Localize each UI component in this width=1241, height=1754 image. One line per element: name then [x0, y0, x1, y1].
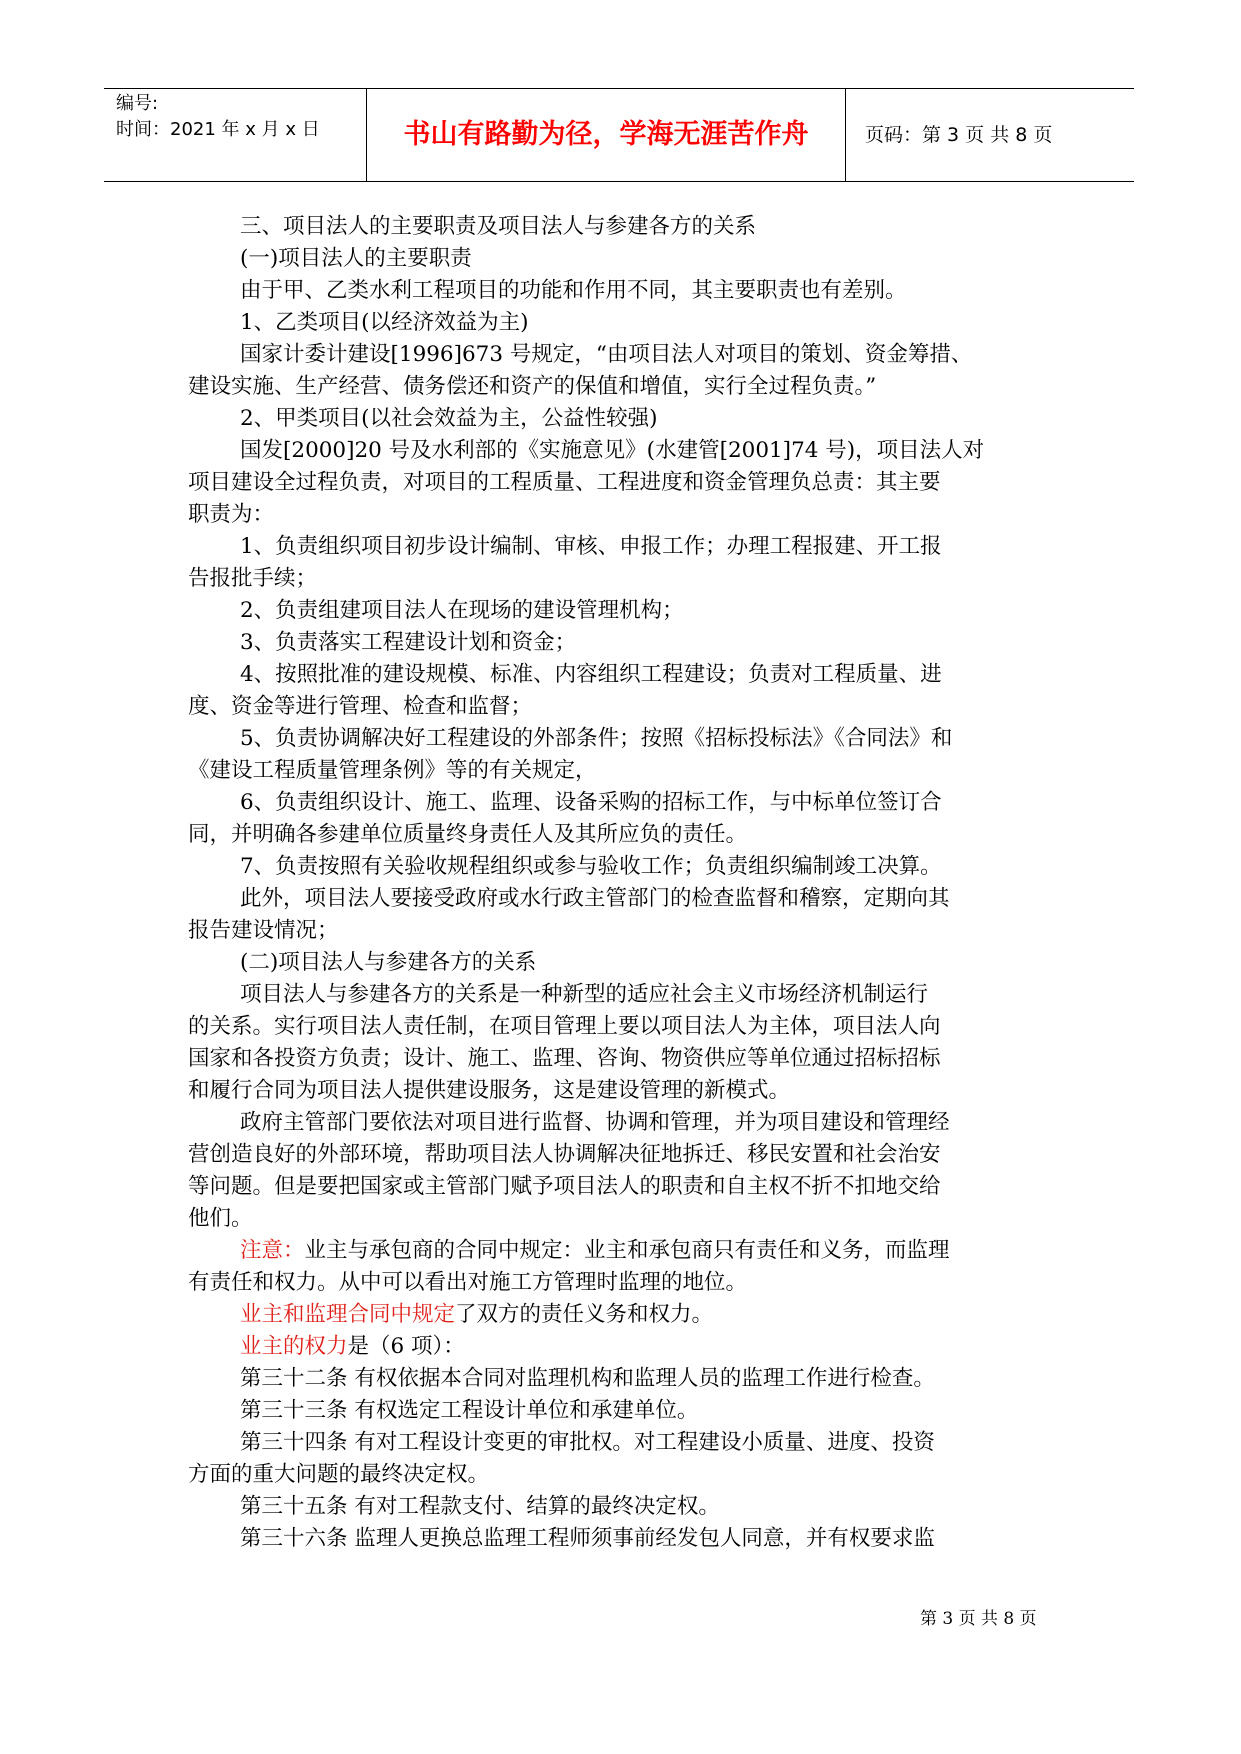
paragraph-line: 职责为：	[188, 502, 275, 527]
article-line: 第三十三条 有权选定工程设计单位和承建单位。	[240, 1398, 699, 1423]
paragraph-line: 的关系。实行项目法人责任制，在项目管理上要以项目法人为主体，项目法人向	[188, 1014, 941, 1039]
list-item: 6、负责组织设计、施工、监理、设备采购的招标工作，与中标单位签订合	[240, 790, 942, 815]
note-line-cont: 有责任和权力。从中可以看出对施工方管理时监理的地位。	[188, 1270, 748, 1295]
list-item: 3、负责落实工程建设计划和资金；	[240, 630, 577, 655]
time-label: 时间：2021 年 x 月 x 日	[116, 119, 320, 140]
list-item-cont: 告报批手续；	[188, 566, 318, 591]
list-item: 7、负责按照有关验收规程组织或参与验收工作；负责组织编制竣工决算。	[240, 854, 942, 879]
list-item: 1、负责组织项目初步设计编制、审核、申报工作；办理工程报建、开工报	[240, 534, 942, 559]
page-footer: 第 3 页 共 8 页	[920, 1609, 1037, 1629]
note-text: 业主与承包商的合同中规定：业主和承包商只有责任和义务，而监理	[304, 1238, 950, 1263]
subsection-heading: (一)项目法人的主要职责	[240, 246, 472, 271]
paragraph-line: 项目法人与参建各方的关系是一种新型的适应社会主义市场经济机制运行	[240, 982, 929, 1007]
subsection-heading: (二)项目法人与参建各方的关系	[240, 950, 537, 975]
contract-line	[240, 1300, 713, 1330]
contract-text: 了双方的责任义务和权力。	[455, 1302, 714, 1327]
paragraph-line: 报告建设情况；	[188, 918, 339, 943]
paragraph-line: 营创造良好的外部环境，帮助项目法人协调解决征地拆迁、移民安置和社会治安	[188, 1142, 941, 1167]
paragraph-line: 等问题。但是要把国家或主管部门赋予项目法人的职责和自主权不折不扣地交给	[188, 1174, 941, 1199]
list-item: 5、负责协调解决好工程建设的外部条件；按照《招标投标法》《合同法》和	[240, 726, 953, 751]
article-line-cont: 方面的重大问题的最终决定权。	[188, 1462, 490, 1487]
section-heading: 三、项目法人的主要职责及项目法人与参建各方的关系	[240, 214, 757, 239]
motto-text: 书山有路勤为径，学海无涯苦作舟	[403, 119, 809, 150]
list-item: 4、按照批准的建设规模、标准、内容组织工程建设；负责对工程质量、进	[240, 662, 942, 687]
paragraph-line: 国家和各投资方负责；设计、施工、监理、咨询、物资供应等单位通过招标招标	[188, 1046, 941, 1071]
powers-line	[240, 1332, 465, 1362]
paragraph-line: 国家计委计建设[1996]673 号规定，“由项目法人对项目的策划、资金筹措、	[240, 342, 973, 367]
paragraph-line: 和履行合同为项目法人提供建设服务，这是建设管理的新模式。	[188, 1078, 791, 1103]
article-line: 第三十二条 有权依据本合同对监理机构和监理人员的监理工作进行检查。	[240, 1366, 935, 1391]
powers-highlight: 业主的权力	[240, 1334, 348, 1359]
powers-text: 是（6 项）：	[347, 1334, 465, 1359]
paragraph-line: 国发[2000]20 号及水利部的《实施意见》(水建管[2001]74 号)，项目法人对	[240, 438, 985, 463]
contract-highlight: 业主和监理合同中规定	[240, 1302, 456, 1327]
paragraph-line: 由于甲、乙类水利工程项目的功能和作用不同，其主要职责也有差别。	[240, 278, 907, 303]
paragraph-line: 此外，项目法人要接受政府或水行政主管部门的检查监督和稽察，定期向其	[240, 886, 950, 911]
list-heading: 1、乙类项目(以经济效益为主)	[240, 310, 529, 335]
list-item-cont: 《建设工程质量管理条例》等的有关规定，	[188, 758, 597, 783]
paragraph-line: 建设实施、生产经营、债务偿还和资产的保值和增值，实行全过程负责。”	[188, 374, 877, 399]
article-line: 第三十六条 监理人更换总监理工程师须事前经发包人同意，并有权要求监	[240, 1526, 935, 1551]
page-code: 页码：第 3 页 共 8 页	[865, 124, 1053, 146]
article-line: 第三十四条 有对工程设计变更的审批权。对工程建设小质量、进度、投资	[240, 1430, 935, 1455]
paragraph-line: 政府主管部门要依法对项目进行监督、协调和管理，并为项目建设和管理经	[240, 1110, 950, 1135]
paragraph-line: 项目建设全过程负责，对项目的工程质量、工程进度和资金管理负总责：其主要	[188, 470, 941, 495]
list-item: 2、负责组建项目法人在现场的建设管理机构；	[240, 598, 684, 623]
paragraph-line: 他们。	[188, 1206, 253, 1231]
serial-label: 编号:	[116, 93, 159, 114]
list-item-cont: 度、资金等进行管理、检查和监督；	[188, 694, 533, 719]
list-item-cont: 同，并明确各参建单位质量终身责任人及其所应负的责任。	[188, 822, 748, 847]
note-line	[240, 1236, 950, 1266]
article-line: 第三十五条 有对工程款支付、结算的最终决定权。	[240, 1494, 720, 1519]
note-label: 注意：	[240, 1238, 305, 1263]
list-heading: 2、甲类项目(以社会效益为主，公益性较强)	[240, 406, 658, 431]
